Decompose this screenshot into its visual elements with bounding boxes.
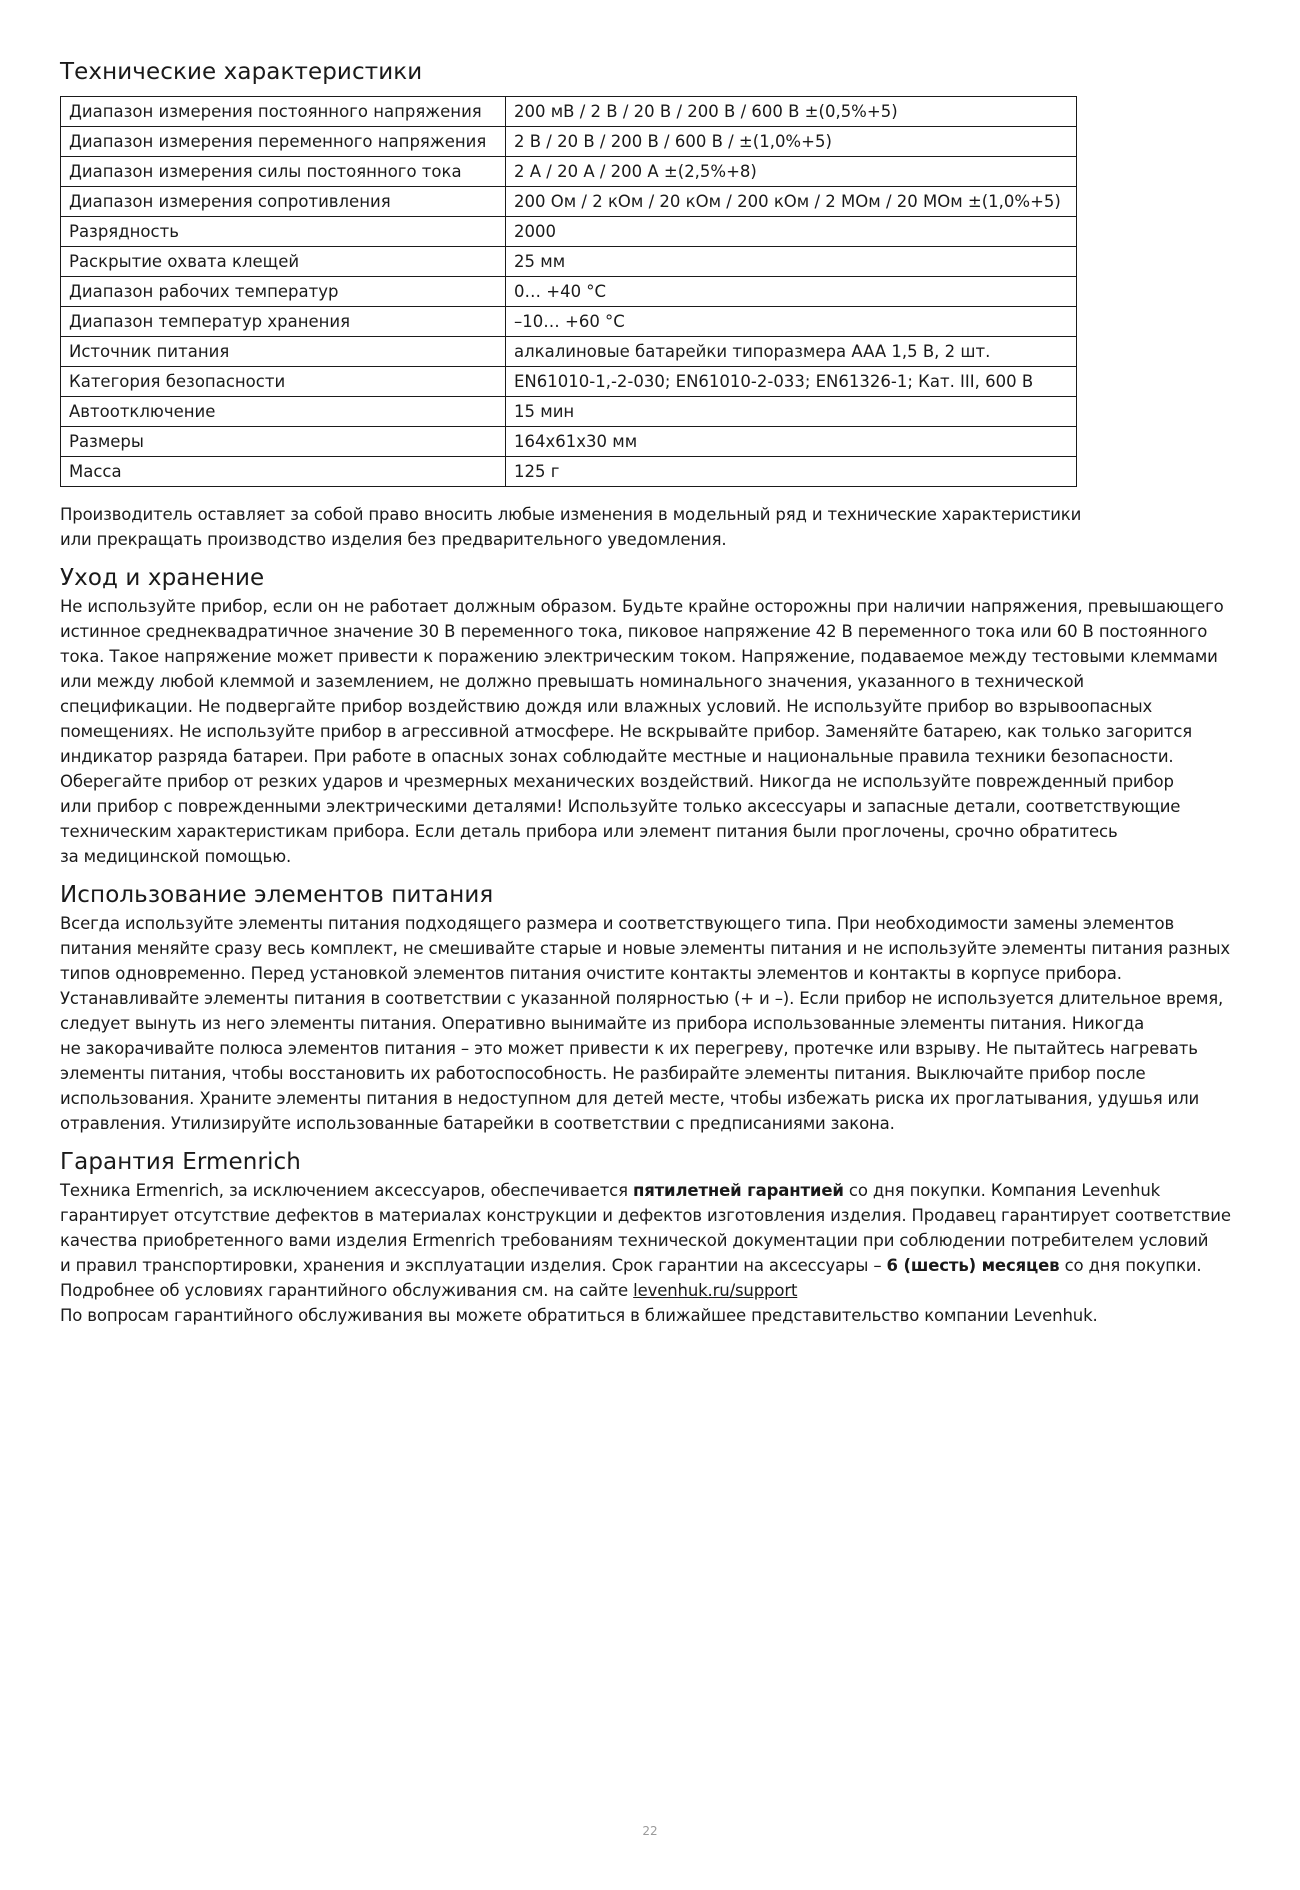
spec-value: 200 Ом / 2 кОм / 20 кОм / 200 кОм / 2 МОм / 20 МОм ±(1,0%+5)	[506, 187, 1077, 217]
care-line: Не используйте прибор, если он не работает должным образом. Будьте крайне осторожны при наличии напряжения, превышающего	[60, 597, 1224, 616]
specs-note	[60, 502, 1245, 552]
spec-label: Диапазон рабочих температур	[61, 277, 506, 307]
warranty-bold-term: пятилетней гарантией	[632, 1181, 844, 1200]
care-line: помещениях. Не используйте прибор в агрессивной атмосфере. Не вскрывайте прибор. Заменяйте батарею, как только загорится	[60, 722, 1193, 741]
care-line: истинное среднеквадратичное значение 30 В переменного тока, пиковое напряжение 42 В переменного тока или 60 В постоянного	[60, 622, 1208, 641]
specs-table-body	[61, 97, 1077, 487]
warranty-text: и правил транспортировки, хранения и эксплуатации изделия. Срок гарантии на аксессуары –	[60, 1256, 887, 1275]
batteries-line: следует вынуть из него элементы питания. Оперативно вынимайте из прибора использованные элементы питания. Никогда	[60, 1014, 1145, 1033]
spec-value: 125 г	[506, 457, 1077, 487]
spec-label: Разрядность	[61, 217, 506, 247]
care-line: спецификации. Не подвергайте прибор воздействию дождя или влажных условий. Не используйте прибор во взрывоопасных	[60, 697, 1153, 716]
spec-row	[61, 247, 1077, 277]
batteries-line: питания меняйте сразу весь комплект, не смешивайте старые и новые элементы питания и не используйте элементы питания разных	[60, 939, 1231, 958]
batteries-line: использования. Храните элементы питания в недоступном для детей месте, чтобы избежать риска их проглатывания, удушья или	[60, 1089, 1200, 1108]
care-line: или между любой клеммой и заземлением, не должно превышать номинального значения, указанного в технической	[60, 672, 1085, 691]
batteries-paragraph	[60, 911, 1245, 1136]
specs-table	[60, 96, 1077, 487]
spec-row	[61, 427, 1077, 457]
warranty-text: Техника Ermenrich, за исключением аксессуаров, обеспечивается	[60, 1181, 633, 1200]
batteries-line: типов одновременно. Перед установкой элементов питания очистите контакты элементов и контакты в корпусе прибора.	[60, 964, 1122, 983]
spec-label: Автоотключение	[61, 397, 506, 427]
spec-row	[61, 217, 1077, 247]
spec-value: 200 мВ / 2 В / 20 В / 200 В / 600 В ±(0,5%+5)	[506, 97, 1077, 127]
spec-label: Источник питания	[61, 337, 506, 367]
spec-value: –10… +60 °С	[506, 307, 1077, 337]
spec-label: Диапазон температур хранения	[61, 307, 506, 337]
spec-label: Категория безопасности	[61, 367, 506, 397]
batteries-line: Всегда используйте элементы питания подходящего размера и соответствующего типа. При необходимости замены элементов	[60, 914, 1175, 933]
warranty-line: По вопросам гарантийного обслуживания вы можете обратиться в ближайшее представительство компании Levenhuk.	[60, 1306, 1098, 1325]
spec-label: Диапазон измерения силы постоянного тока	[61, 157, 506, 187]
spec-label: Диапазон измерения постоянного напряжения	[61, 97, 506, 127]
specs-heading: Технические характеристики	[60, 59, 423, 85]
spec-value: алкалиновые батарейки типоразмера AAA 1,5 В, 2 шт.	[506, 337, 1077, 367]
spec-value: 0… +40 °С	[506, 277, 1077, 307]
care-line: техническим характеристикам прибора. Если деталь прибора или элемент питания были проглочены, срочно обратитесь	[60, 822, 1118, 841]
spec-value: 164x61x30 мм	[506, 427, 1077, 457]
spec-label: Масса	[61, 457, 506, 487]
care-heading: Уход и хранение	[60, 565, 265, 591]
warranty-text: Подробнее об условиях гарантийного обслуживания см. на сайте	[60, 1281, 634, 1300]
spec-label: Размеры	[61, 427, 506, 457]
spec-label: Раскрытие охвата клещей	[61, 247, 506, 277]
spec-value: 15 мин	[506, 397, 1077, 427]
warranty-text: со дня покупки. Компания Levenhuk	[843, 1181, 1161, 1200]
warranty-bold-period: 6 (шесть) месяцев	[886, 1256, 1060, 1275]
batteries-line: Устанавливайте элементы питания в соответствии с указанной полярностью (+ и –). Если прибор не используется длительное время,	[60, 989, 1224, 1008]
batteries-heading: Использование элементов питания	[60, 882, 494, 908]
spec-row	[61, 127, 1077, 157]
warranty-line	[60, 1278, 1245, 1303]
spec-row	[61, 157, 1077, 187]
spec-value: 2 А / 20 А / 200 А ±(2,5%+8)	[506, 157, 1077, 187]
care-line: или прибор с поврежденными электрическими деталями! Используйте только аксессуары и запасные детали, соответствующие	[60, 797, 1181, 816]
spec-label: Диапазон измерения переменного напряжения	[61, 127, 506, 157]
care-paragraph	[60, 594, 1245, 869]
care-line: за медицинской помощью.	[60, 847, 292, 866]
batteries-line: элементы питания, чтобы восстановить их работоспособность. Не разбирайте элементы питания. Выключайте прибор после	[60, 1064, 1146, 1083]
batteries-line: отравления. Утилизируйте использованные батарейки в соответствии с предписаниями закона.	[60, 1114, 895, 1133]
spec-row	[61, 97, 1077, 127]
spec-row	[61, 187, 1077, 217]
support-link[interactable]: levenhuk.ru/support	[633, 1281, 798, 1300]
care-line: тока. Такое напряжение может привести к поражению электрическим током. Напряжение, подаваемое между тестовыми клеммами	[60, 647, 1218, 666]
warranty-heading: Гарантия Ermenrich	[60, 1149, 301, 1175]
spec-row	[61, 277, 1077, 307]
document-page	[60, 58, 1240, 1328]
spec-row	[61, 337, 1077, 367]
batteries-line: не закорачивайте полюса элементов питания – это может привести к их перегреву, протечке или взрыву. Не пытайтесь нагревать	[60, 1039, 1198, 1058]
warranty-line: качества приобретенного вами изделия Ermenrich требованиям технической документации при соблюдении потребителем условий	[60, 1231, 1209, 1250]
spec-row	[61, 307, 1077, 337]
warranty-line: гарантирует отсутствие дефектов в материалах конструкции и дефектов изготовления изделия. Продавец гарантирует соответствие	[60, 1206, 1231, 1225]
warranty-line	[60, 1178, 1245, 1203]
note-line: Производитель оставляет за собой право вносить любые изменения в модельный ряд и технические характеристики	[60, 505, 1082, 524]
spec-value: 2 В / 20 В / 200 В / 600 В / ±(1,0%+5)	[506, 127, 1077, 157]
spec-row	[61, 367, 1077, 397]
care-line: Оберегайте прибор от резких ударов и чрезмерных механических воздействий. Никогда не используйте поврежденный прибор	[60, 772, 1174, 791]
spec-value: EN61010-1,-2-030; EN61010-2-033; EN61326-1; Кат. III, 600 В	[506, 367, 1077, 397]
spec-label: Диапазон измерения сопротивления	[61, 187, 506, 217]
spec-value: 2000	[506, 217, 1077, 247]
warranty-paragraph	[60, 1178, 1245, 1328]
note-line: или прекращать производство изделия без предварительного уведомления.	[60, 530, 727, 549]
spec-value: 25 мм	[506, 247, 1077, 277]
page-number: 22	[642, 1824, 658, 1838]
spec-row	[61, 397, 1077, 427]
warranty-text: со дня покупки.	[1059, 1256, 1202, 1275]
spec-row	[61, 457, 1077, 487]
warranty-line	[60, 1253, 1245, 1278]
care-line: индикатор разряда батареи. При работе в опасных зонах соблюдайте местные и национальные правила техники безопасности.	[60, 747, 1174, 766]
